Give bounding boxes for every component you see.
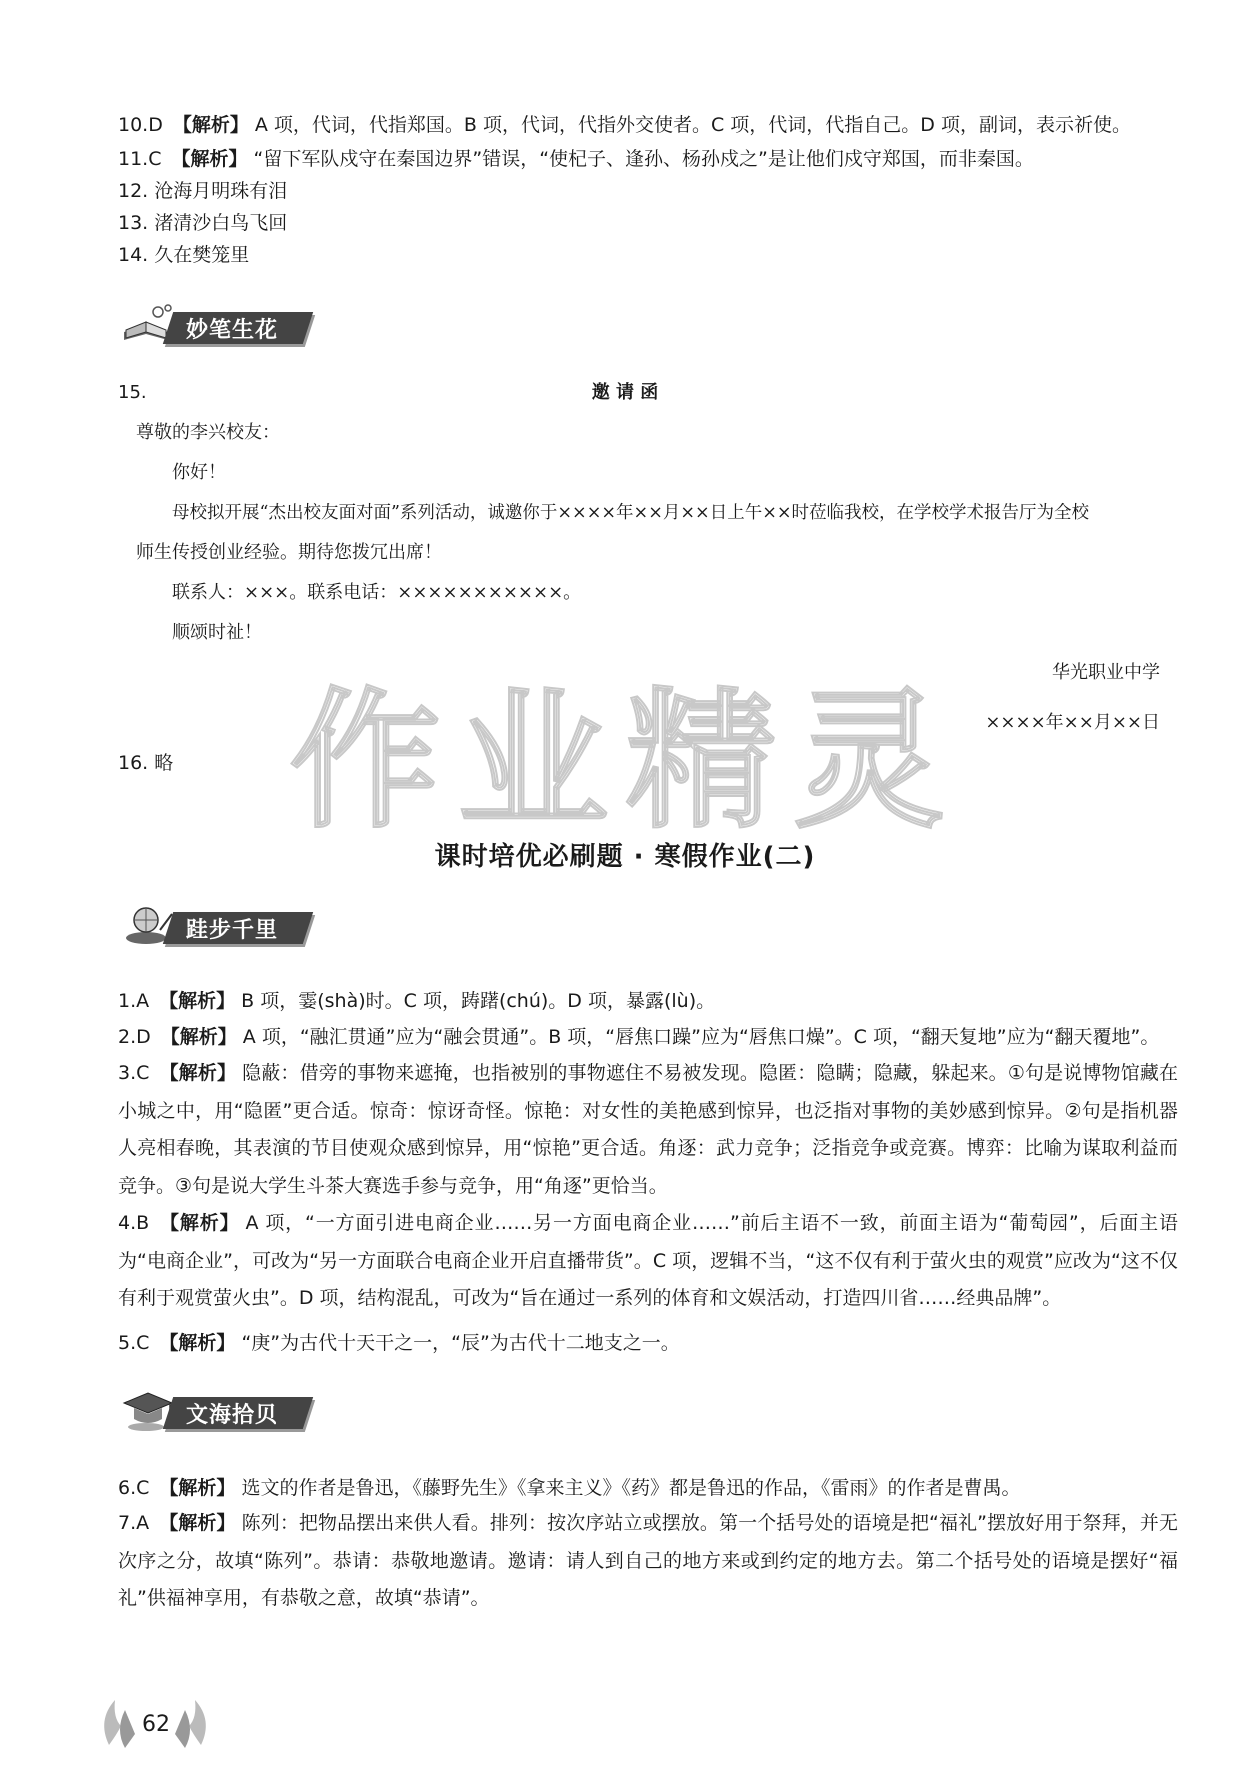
section-header-wenhai (118, 1385, 418, 1435)
answer-6 (118, 1475, 1178, 1501)
answer-number: 7. (118, 1512, 137, 1534)
answer-16: 16. 略 (118, 752, 174, 774)
analysis-text: A 项，代词，代指郑国。B 项，代词，代指外交使者。C 项，代词，代指自己。D 项，副词，表示祈使。 (254, 114, 1131, 136)
analysis-label: 【解析】 (171, 148, 248, 170)
answer-choice: D (136, 1026, 151, 1048)
answer-number: 1. (118, 990, 137, 1012)
letter-hello: 你好！ (172, 462, 226, 483)
answer-choice: C (136, 1332, 150, 1354)
letter-body-line-2: 师生传授创业经验。期待您拨冗出席！ (136, 542, 442, 563)
letter-body-line-1: 母校拟开展“杰出校友面对面”系列活动，诚邀你于××××年××月××日上午××时莅临我校，在学校学术报告厅为全校 (172, 503, 1090, 523)
section-header-miaobi (118, 300, 418, 350)
answer-choice: C (136, 1062, 150, 1084)
answer-number: 10. (118, 114, 149, 136)
analysis-text: “留下军队戍守在秦国边界”错误，“使杞子、逢孙、杨孙戍之”是让他们戍守郑国，而非秦国。 (253, 148, 1034, 170)
page-number: 62 (142, 1712, 170, 1737)
analysis-text: B 项，霎(shà)时。C 项，踌躇(chú)。D 项，暴露(lù)。 (241, 990, 716, 1012)
answer-number: 5. (118, 1332, 137, 1354)
answer-number: 3. (118, 1062, 137, 1084)
analysis-label: 【解析】 (160, 1026, 237, 1048)
answer-choice: D (148, 114, 163, 136)
analysis-text: A 项，“一方面引进电商企业……另一方面电商企业……”前后主语不一致，前面主语为“葡萄园”，后面主语为“电商企业”，可改为“另一方面联合电商企业开启直播带货”。C 项，逻辑不当，“这不仅有利于萤火虫的观赏”应改为“这不仅有利于观赏萤火虫”。D 项，结构混乱，可改为“旨在通过一系列的体育和文娱活动，打造四川省……经典品牌”。 (118, 1212, 1178, 1309)
answer-number: 4. (118, 1212, 137, 1234)
analysis-label: 【解析】 (172, 114, 249, 136)
answer-choice: C (136, 1477, 150, 1499)
analysis-text: A 项，“融汇贯通”应为“融会贯通”。B 项，“唇焦口躁”应为“唇焦口燥”。C 项，“翻天复地”应为“翻天覆地”。 (242, 1026, 1160, 1048)
analysis-label: 【解析】 (159, 1332, 236, 1354)
answer-choice: A (136, 990, 150, 1012)
question-number: 15. (118, 382, 147, 403)
answer-number: 11. (118, 148, 149, 170)
analysis-label: 【解析】 (159, 1062, 237, 1084)
analysis-text: 选文的作者是鲁迅，《藤野先生》《拿来主义》《药》都是鲁迅的作品，《雷雨》的作者是曹禺。 (241, 1477, 1021, 1499)
worksheet-heading: 课时培优必刷题 · 寒假作业(二) (434, 842, 816, 872)
answer-choice: B (136, 1212, 150, 1234)
analysis-text: 陈列：把物品摆出来供人看。排列：按次序站立或摆放。第一个括号处的语境是把“福礼”摆放好用于祭拜，并无次序之分，故填“陈列”。恭请：恭敬地邀请。邀请：请人到自己的地方来或到约定的地方去。第二个括号处的语境是摆好“福礼”供福神享用，有恭敬之意，故填“恭请”。 (118, 1512, 1178, 1609)
answer-2 (118, 1024, 1178, 1050)
answer-5 (118, 1330, 1178, 1356)
letter-sender: 华光职业中学 (1052, 662, 1160, 683)
section-title: 妙笔生花 (186, 318, 279, 343)
answer-1 (118, 988, 1178, 1014)
analysis-label: 【解析】 (159, 1212, 240, 1234)
section-title: 跬步千里 (186, 918, 279, 943)
answer-3 (118, 1055, 1178, 1205)
letter-contact: 联系人：×××。联系电话：×××××××××××。 (172, 582, 582, 603)
analysis-text: “庚”为古代十天干之一，“辰”为古代十二地支之一。 (241, 1332, 680, 1354)
watermark: 作业精灵 (290, 675, 963, 849)
answer-4 (118, 1205, 1178, 1318)
answer-13: 13. 渚清沙白鸟飞回 (118, 212, 288, 234)
letter-date: ××××年××月××日 (985, 712, 1160, 733)
analysis-label: 【解析】 (159, 990, 236, 1012)
letter-closing: 顺颂时祉！ (172, 622, 262, 643)
answer-7 (118, 1505, 1178, 1618)
analysis-text: 隐蔽：借旁的事物来遮掩，也指被别的事物遮住不易被发现。隐匿：隐瞒；隐藏，躲起来。①句是说博物馆藏在小城之中，用“隐匿”更合适。惊奇：惊讶奇怪。惊艳：对女性的美艳感到惊异，也泛指对事物的美妙感到惊异。②句是指机器人亮相春晚，其表演的节目使观众感到惊异，用“惊艳”更合适。角逐：武力竞争；泛指竞争或竞赛。博弈：比喻为谋取利益而竞争。③句是说大学生斗茶大赛选手参与竞争，用“角逐”更恰当。 (118, 1062, 1178, 1197)
answer-choice: C (148, 148, 162, 170)
analysis-label: 【解析】 (159, 1512, 236, 1534)
letter-greeting: 尊敬的李兴校友： (136, 422, 280, 443)
answer-11 (118, 146, 1178, 172)
answer-12: 12. 沧海月明珠有泪 (118, 180, 288, 202)
answer-10 (118, 112, 1178, 138)
analysis-label: 【解析】 (159, 1477, 236, 1499)
answer-14: 14. 久在樊笼里 (118, 244, 250, 266)
answer-number: 6. (118, 1477, 137, 1499)
section-title: 文海拾贝 (186, 1403, 279, 1428)
answer-choice: A (136, 1512, 150, 1534)
answer-number: 2. (118, 1026, 137, 1048)
letter-title: 邀 请 函 (591, 382, 659, 403)
section-header-kuibu (118, 900, 418, 950)
